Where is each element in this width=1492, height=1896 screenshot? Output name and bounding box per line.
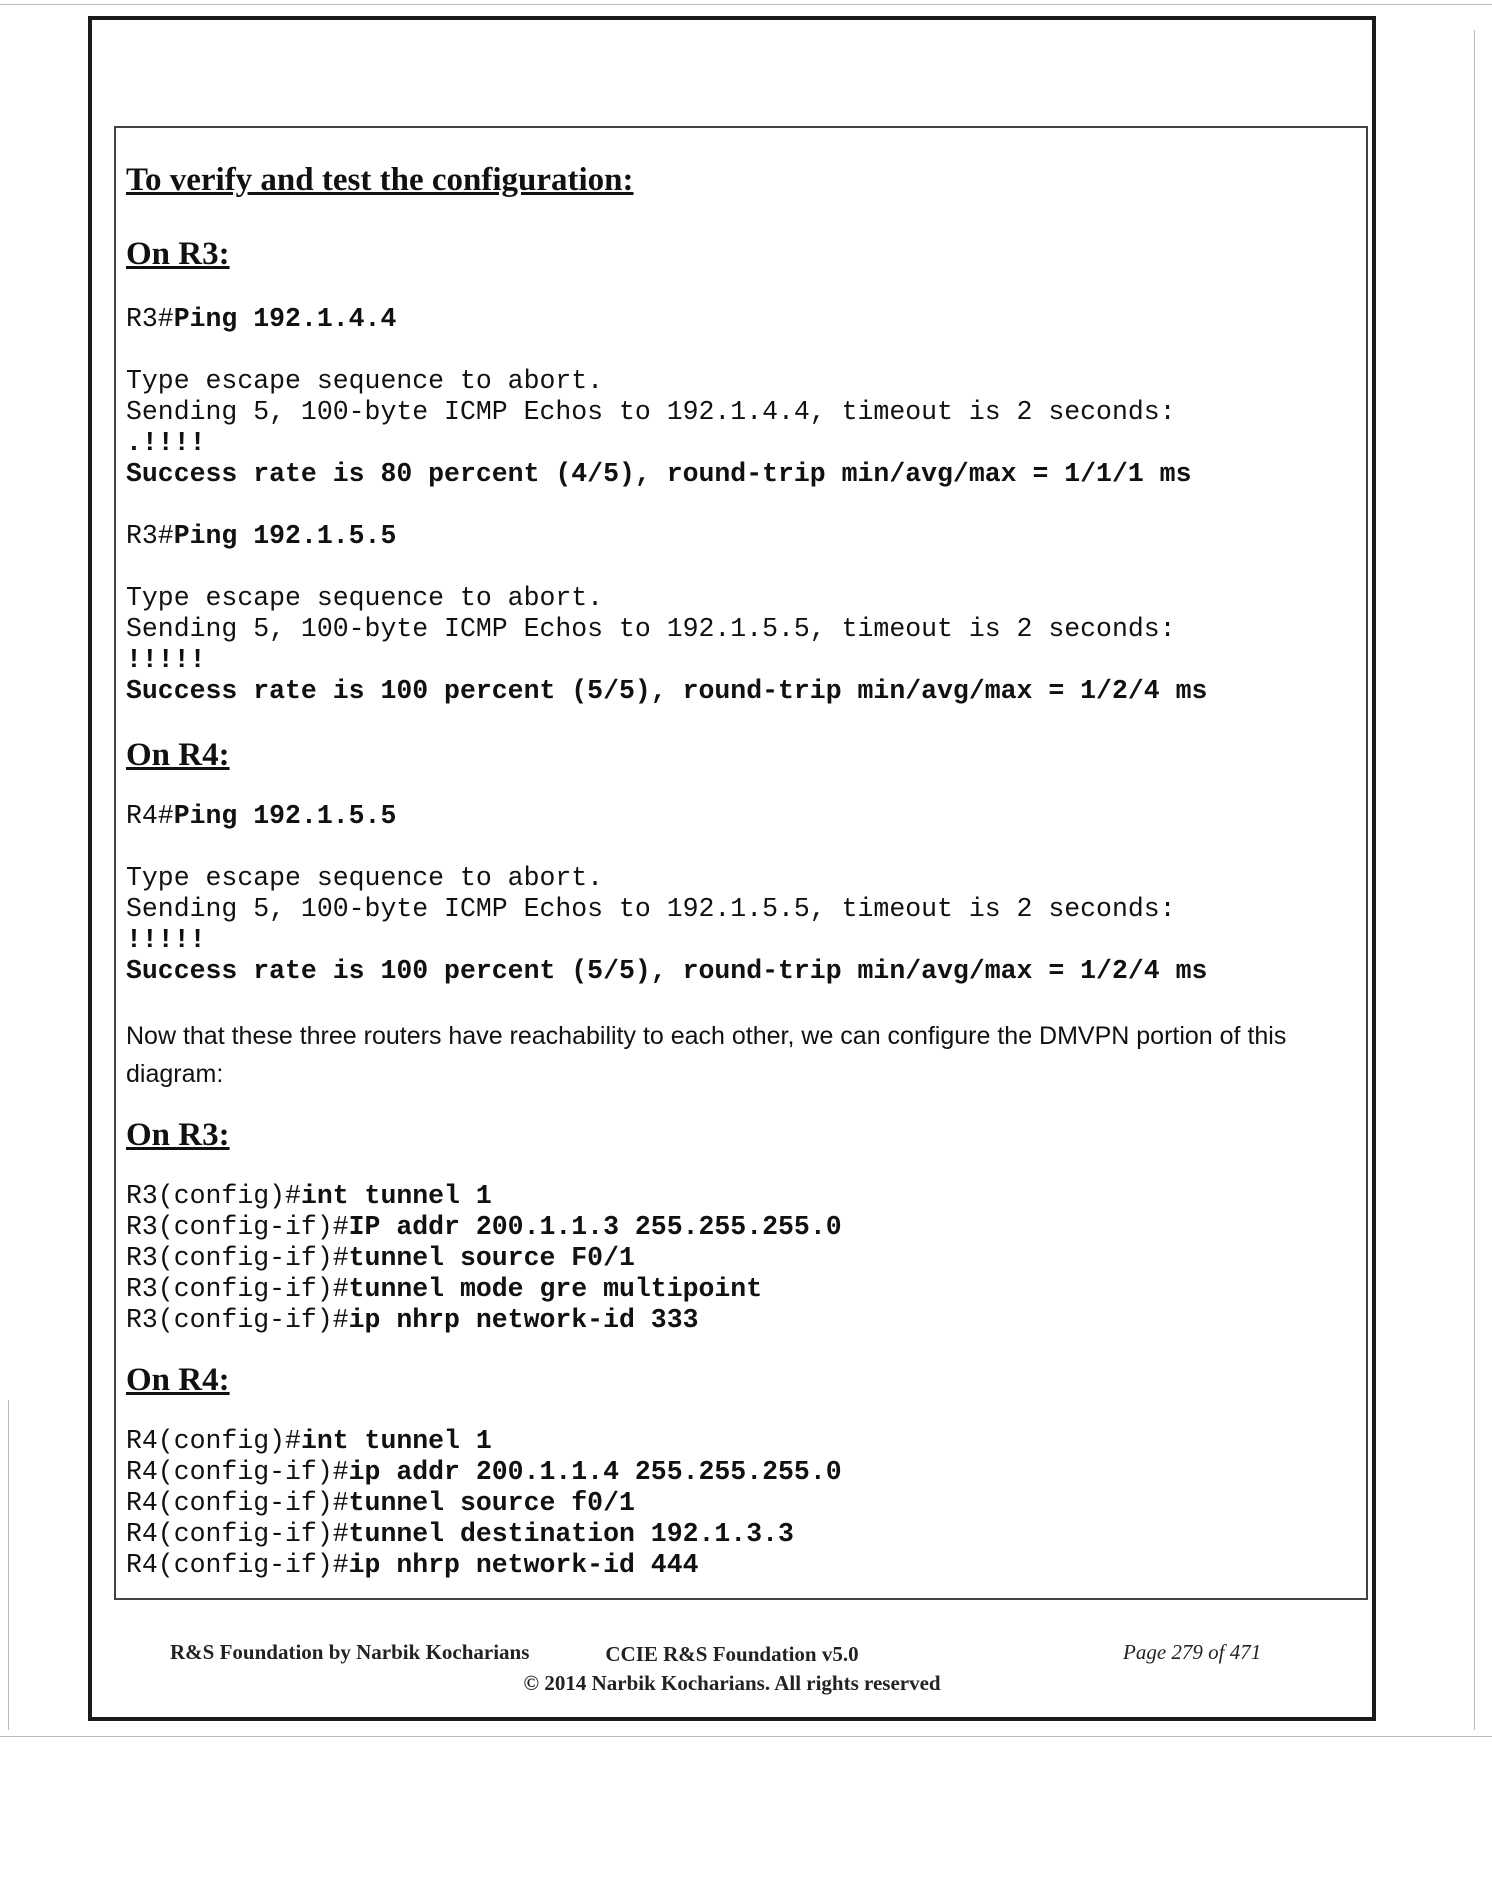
r4-heading: On R4: — [126, 737, 230, 773]
cli-prompt: R3(config)# — [126, 1181, 301, 1211]
dmvpn-intro-paragraph: Now that these three routers have reachability to each other, we can configure the DMVPN portion of this diagram: — [126, 1022, 1287, 1088]
cli-prompt: R3# — [126, 521, 174, 551]
config-line — [126, 1519, 1356, 1550]
cli-command: Ping 192.1.4.4 — [173, 304, 397, 334]
config-line — [126, 1457, 1356, 1488]
config-line — [126, 1274, 1356, 1305]
verify-heading: To verify and test the configuration: — [126, 162, 634, 198]
cli-command: ip nhrp network-id 333 — [348, 1305, 699, 1335]
scan-edge-left — [8, 1400, 9, 1730]
cli-command: tunnel source F0/1 — [348, 1243, 635, 1273]
config-line — [126, 1426, 1356, 1457]
config-line — [126, 1550, 1356, 1581]
ping-result: !!!!! — [126, 925, 206, 955]
cli-prompt: R4(config)# — [126, 1426, 301, 1456]
cli-prompt: R4(config-if)# — [126, 1550, 349, 1580]
ping-result: .!!!! — [126, 428, 206, 458]
success-rate: Success rate is 100 percent (5/5), round-trip min/avg/max = 1/2/4 ms — [126, 956, 1208, 986]
r4-heading-2: On R4: — [126, 1362, 230, 1398]
success-rate: Success rate is 100 percent (5/5), round-trip min/avg/max = 1/2/4 ms — [126, 676, 1208, 706]
cli-output: Sending 5, 100-byte ICMP Echos to 192.1.5.5, timeout is 2 seconds: — [126, 894, 1176, 924]
cli-prompt: R3(config-if)# — [126, 1305, 349, 1335]
scan-edge-top — [0, 4, 1492, 5]
cli-command: Ping 192.1.5.5 — [173, 801, 397, 831]
footer-title: CCIE R&S Foundation v5.0 — [605, 1642, 859, 1666]
config-line — [126, 1305, 1356, 1336]
config-line — [126, 1212, 1356, 1243]
r3-config-block — [126, 1181, 1356, 1336]
cli-line — [126, 304, 1356, 335]
cli-output: Type escape sequence to abort. — [126, 583, 604, 613]
cli-output: Type escape sequence to abort. — [126, 366, 604, 396]
cli-line — [126, 521, 1356, 552]
config-line — [126, 1243, 1356, 1274]
cli-line — [126, 801, 1356, 832]
ping-result: !!!!! — [126, 645, 206, 675]
success-rate: Success rate is 80 percent (4/5), round-trip min/avg/max = 1/1/1 ms — [126, 459, 1192, 489]
scan-edge-right — [1474, 30, 1475, 1730]
cli-command: tunnel source f0/1 — [348, 1488, 635, 1518]
cli-command: IP addr 200.1.1.3 255.255.255.0 — [348, 1212, 842, 1242]
cli-prompt: R3(config-if)# — [126, 1243, 349, 1273]
cli-command: Ping 192.1.5.5 — [173, 521, 397, 551]
cli-command: ip addr 200.1.1.4 255.255.255.0 — [348, 1457, 842, 1487]
cli-prompt: R4(config-if)# — [126, 1488, 349, 1518]
cli-prompt: R3(config-if)# — [126, 1274, 349, 1304]
page-number: Page 279 of 471 — [1123, 1640, 1262, 1664]
cli-command: tunnel destination 192.1.3.3 — [348, 1519, 794, 1549]
scan-edge-bottom — [0, 1736, 1492, 1737]
cli-output: Type escape sequence to abort. — [126, 863, 604, 893]
cli-command: int tunnel 1 — [300, 1181, 492, 1211]
r3-ping-block-1 — [126, 304, 1356, 490]
cli-prompt: R3(config-if)# — [126, 1212, 349, 1242]
cli-command: tunnel mode gre multipoint — [348, 1274, 763, 1304]
cli-output: Sending 5, 100-byte ICMP Echos to 192.1.5.5, timeout is 2 seconds: — [126, 614, 1176, 644]
cli-prompt: R3# — [126, 304, 174, 334]
cli-prompt: R4# — [126, 801, 174, 831]
config-line — [126, 1488, 1356, 1519]
r4-config-block — [126, 1426, 1356, 1581]
cli-output: Sending 5, 100-byte ICMP Echos to 192.1.4.4, timeout is 2 seconds: — [126, 397, 1176, 427]
cli-command: int tunnel 1 — [300, 1426, 492, 1456]
footer-copyright: © 2014 Narbik Kocharians. All rights reserved — [523, 1671, 941, 1695]
cli-command: ip nhrp network-id 444 — [348, 1550, 699, 1580]
r3-heading-2: On R3: — [126, 1117, 230, 1153]
cli-prompt: R4(config-if)# — [126, 1519, 349, 1549]
footer-author: R&S Foundation by Narbik Kocharians — [170, 1640, 530, 1664]
r4-ping-block — [126, 801, 1356, 987]
r3-heading: On R3: — [126, 236, 230, 272]
config-line — [126, 1181, 1356, 1212]
r3-ping-block-2 — [126, 521, 1356, 707]
cli-prompt: R4(config-if)# — [126, 1457, 349, 1487]
page-content — [126, 160, 1356, 1581]
